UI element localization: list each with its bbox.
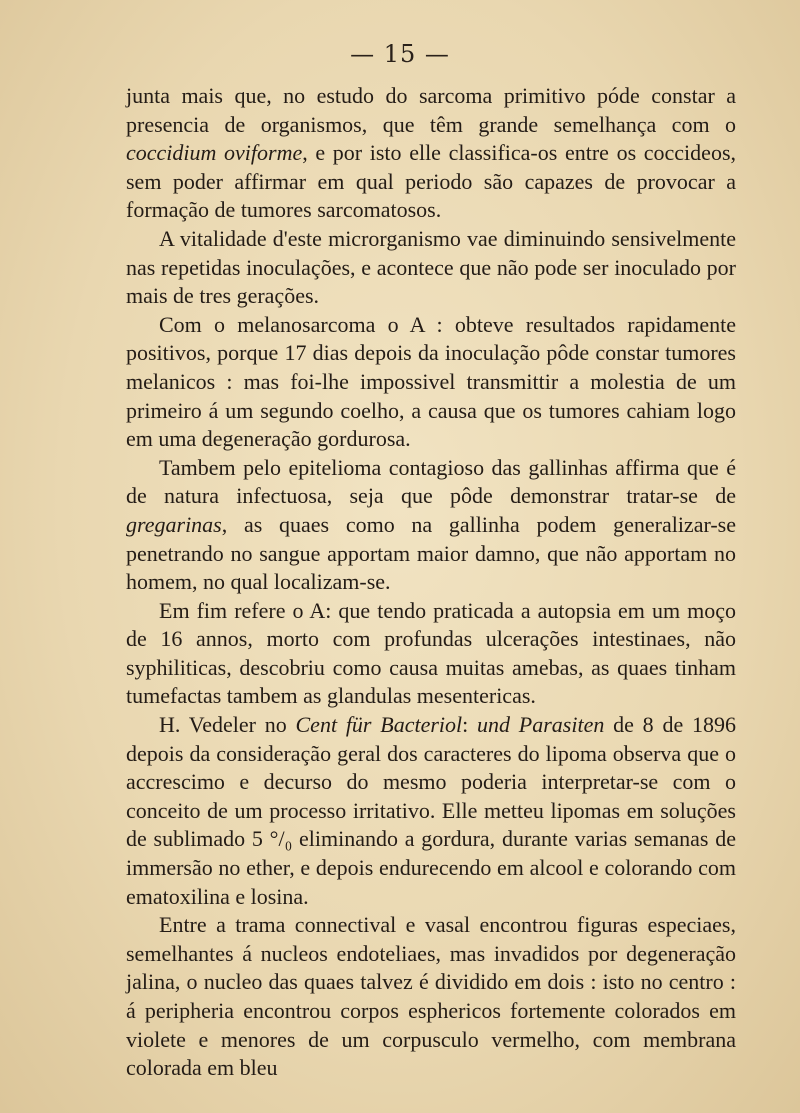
paragraph xyxy=(126,911,736,1083)
text-segment: Tambem pelo epitelioma contagioso das gallinhas affirma que é de natura infectuosa, seja que pôde demonstrar tratar-se de xyxy=(126,454,736,509)
paragraph xyxy=(126,454,736,597)
text-segment: Entre a trama connectival e vasal encontrou figuras especiaes, semelhantes á nucleos endoteliaes, mas invadidos por degeneração jalina, o nucleo das quaes talvez é dividido em dois : isto no centro : á peripheria encontrou corpos esphericos fortemente colorados em violete e menores de um corpusculo vermelho, com membrana colorada em bleu xyxy=(126,912,736,1081)
text-segment: A vitalidade d'este microrganismo vae diminuindo sensivelmente nas repetidas inoculações, e acontece que não pode ser inoculado por mais de tres gerações. xyxy=(126,225,736,309)
text-segment: H. Vedeler no xyxy=(159,712,296,738)
italic-text: und Parasiten xyxy=(477,712,605,738)
text-segment: , as quaes como na gallinha podem generalizar-se penetrando no sangue apportam maior damno, que não apportam no homem, no qual localizam-se. xyxy=(126,511,736,595)
text-segment: de 8 de 1896 depois da consideração geral dos caracteres do lipoma observa que o accrescimo e decurso do mesmo poderia interpretar-se com o conceito de um processo irritativo. Elle metteu lipomas em soluções de sublimado 5 °/₀ eliminando a gordura, durante varias semanas de immersão no ether, e depois endurecendo em alcool e colorando com ematoxilina e losina. xyxy=(126,712,736,909)
italic-text: coccidium oviforme xyxy=(126,140,303,166)
paragraph xyxy=(126,225,736,311)
text-segment: junta mais que, no estudo do sarcoma primitivo póde constar a presencia de organismos, que têm grande semelhança com o xyxy=(126,83,736,137)
body-text xyxy=(126,82,736,1083)
page-number: — 15 — xyxy=(350,40,450,68)
italic-text: gregarinas xyxy=(126,511,222,537)
paragraph xyxy=(126,311,736,454)
paragraph xyxy=(126,711,736,911)
text-segment: : xyxy=(462,712,478,738)
text-segment: Com o melanosarcoma o A : obteve resultados rapidamente positivos, porque 17 dias depois da inoculação pôde constar tumores melanicos : mas foi-lhe impossivel transmittir a molestia de um primeiro á um segundo coelho, a causa que os tumores cahiam logo em uma degeneração gordurosa. xyxy=(126,311,736,452)
paragraph xyxy=(126,597,736,711)
text-segment: Em fim refere o A: que tendo praticada a autopsia em um moço de 16 annos, morto com profundas ulcerações intestinaes, não syphiliticas, descobriu como causa muitas amebas, as quaes tinham tumefactas tambem as glandulas mesentericas. xyxy=(126,597,736,709)
italic-text: Cent für Bacteriol xyxy=(295,712,463,738)
text-segment: , e por isto elle classifica-os entre os coccideos, sem poder affirmar em qual periodo são capazes de provocar a formação de tumores sarcomatosos. xyxy=(126,140,736,223)
paragraph xyxy=(126,82,736,225)
